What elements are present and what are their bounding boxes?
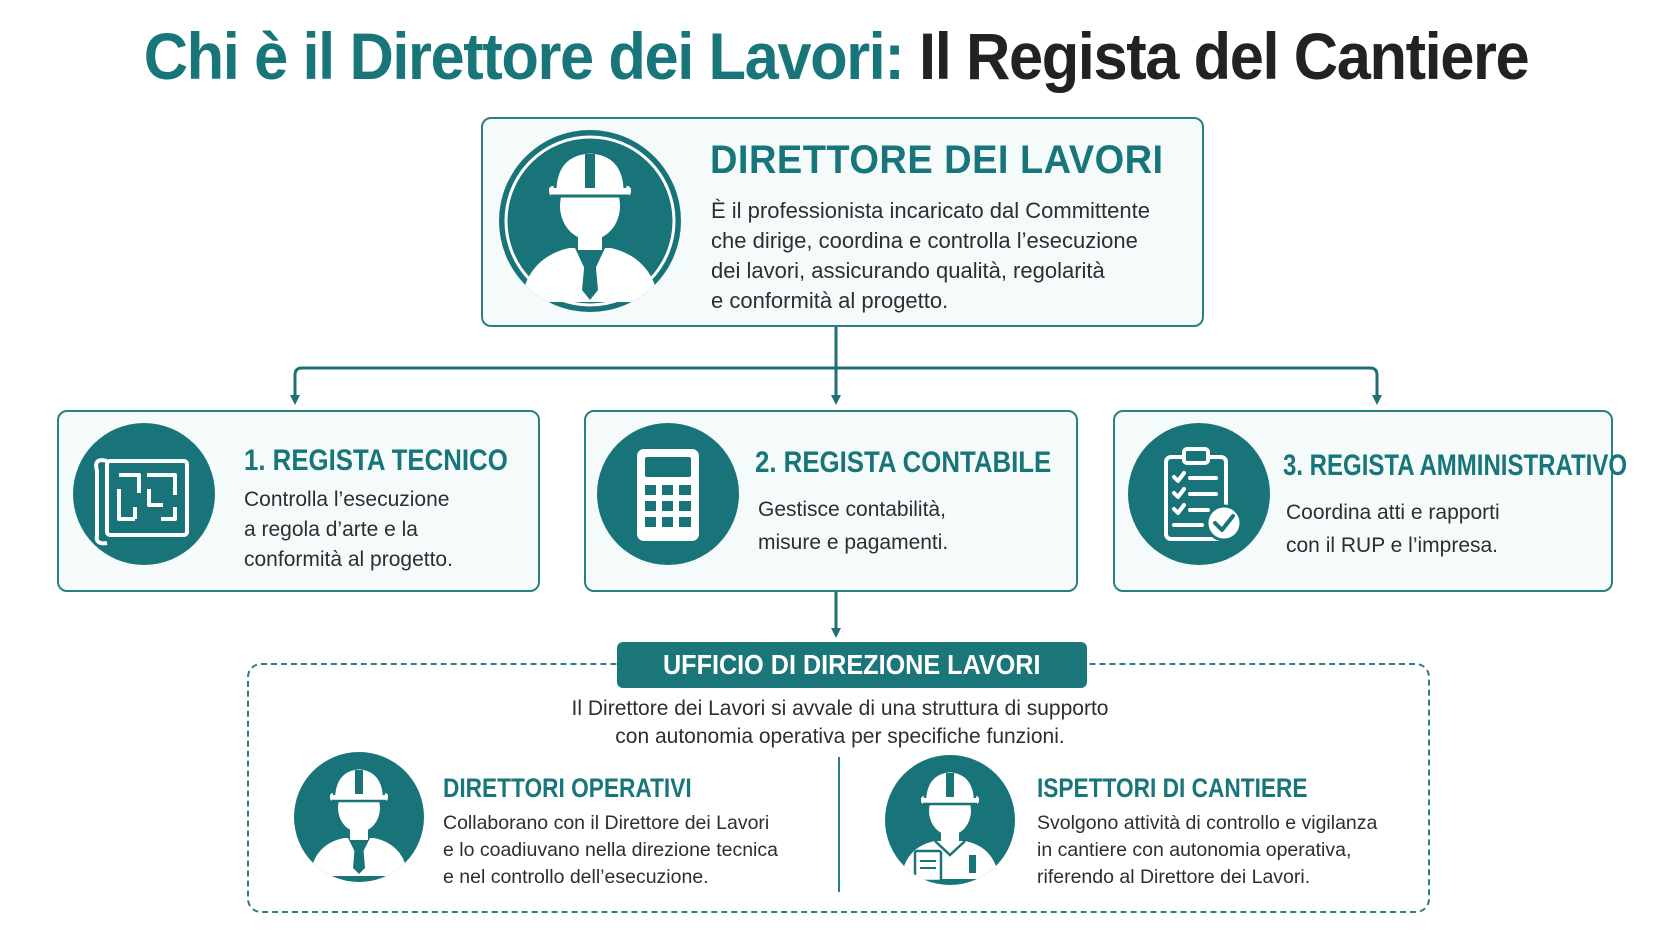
role-description: Gestisce contabilità, misure e pagamenti. [758,498,949,554]
role-description: Controlla l’esecuzione a regola d’arte e la conformità al progetto. [244,488,453,571]
director-heading: DIRETTORE DEI LAVORI [710,138,1164,182]
calculator-icon [597,423,739,565]
title-part-1: Chi è il Direttore dei Lavori: [143,19,904,93]
blueprint-icon [73,423,215,565]
member-description: Svolgono attività di controllo e vigilanza in cantiere con autonomia operativa, riferendo al Direttore dei Lavori. [1037,812,1378,888]
role-heading: 3. REGISTA AMMINISTRATIVO [1283,449,1628,482]
clipboard-check-icon [1128,423,1270,565]
role-heading: 1. REGISTA TECNICO [244,444,508,477]
inspector-clipboard-icon [885,755,1015,885]
member-description: Collaborano con il Direttore dei Lavori e lo coadiuvano nella direzione tecnica e nel controllo dell’esecuzione. [443,812,778,888]
office-divider [838,757,840,892]
office-description: Il Direttore dei Lavori si avvale di una struttura di supporto con autonomia operativa per specifiche funzioni. [571,697,1109,748]
member-heading: ISPETTORI DI CANTIERE [1037,773,1308,803]
office-label [617,642,1087,688]
member-heading: DIRETTORI OPERATIVI [443,773,692,803]
engineer-hardhat-icon [294,752,424,882]
role-description: Coordina atti e rapporti con il RUP e l’impresa. [1286,501,1500,557]
connector-branch-left [295,368,836,400]
title-part-2: Il Regista del Cantiere [919,19,1529,93]
engineer-hardhat-icon [499,130,681,312]
connector-branch-right [836,368,1377,400]
office-label-text: UFFICIO DI DIREZIONE LAVORI [663,649,1041,680]
director-description: È il professionista incaricato dal Committente che dirige, coordina e controlla l’esecuzione dei lavori, assicurando qualità, regolarità e conformità al progetto. [711,198,1150,313]
role-heading: 2. REGISTA CONTABILE [755,446,1052,479]
